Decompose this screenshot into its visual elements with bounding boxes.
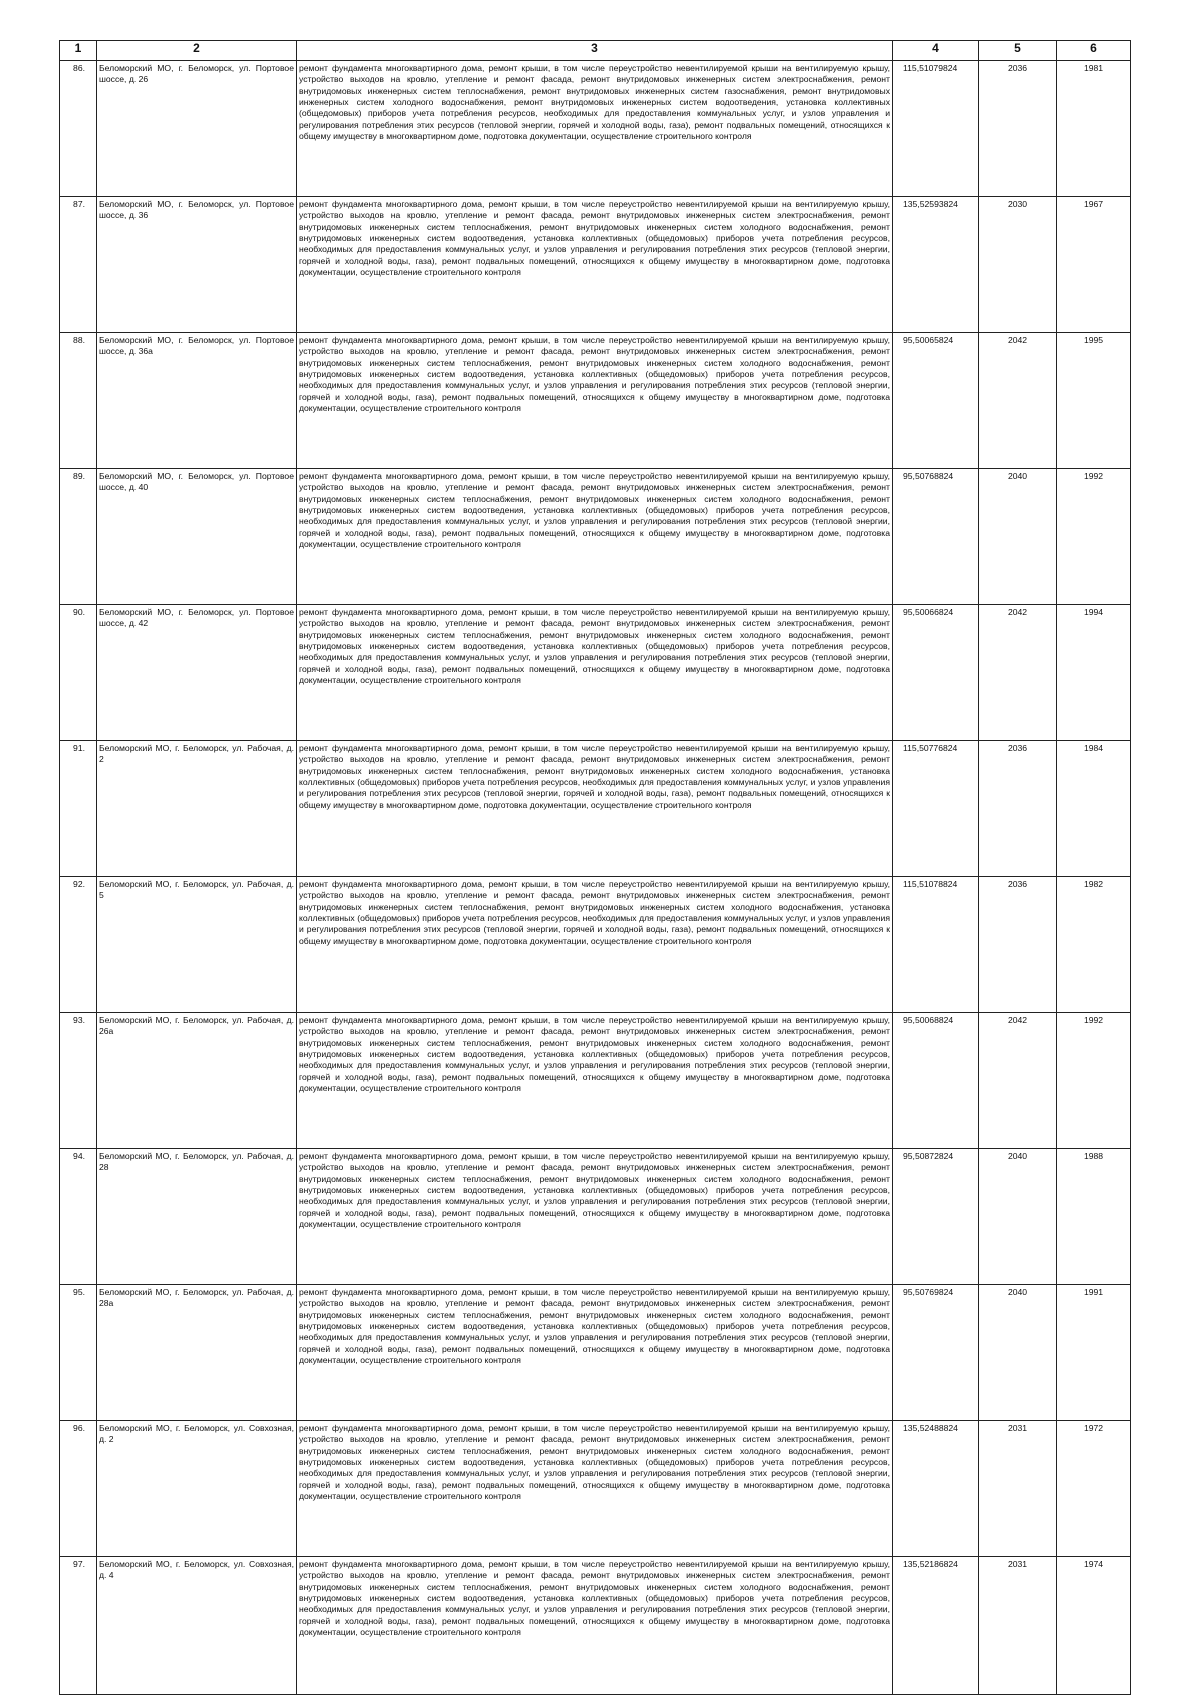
works-cell: ремонт фундамента многоквартирного дома, ремонт крыши, в том числе переустройство невентилируемой крыши на вентилируемую крышу, устройство выходов на кровлю, утепление и ремонт фасада, ремонт внутридомовых инженерных систем электроснабжения, ремонт внутридомовых инженерных систем теплоснабжения, ремонт внутридомовых инженерных систем холодного водоснабжения, ремонт внутридомовых инженерных систем водоотведения, установка коллективных (общедомовых) приборов учета потребления ресурсов, необходимых для предоставления коммунальных услуг, и узлов управления и регулирования потребления этих ресурсов (тепловой энергии, горячей и холодной воды, газа), ремонт подвальных помещений, относящихся к общему имуществу в многоквартирном доме, подготовка документации, осуществление строительного контроля: [297, 197, 893, 333]
row-number: 86.: [60, 61, 97, 197]
column-header-5: 5: [979, 41, 1057, 61]
row-number: 91.: [60, 741, 97, 877]
table-row: [60, 197, 1131, 333]
cost-cell: 135,52593824: [893, 197, 979, 333]
works-cell: ремонт фундамента многоквартирного дома, ремонт крыши, в том числе переустройство невентилируемой крыши на вентилируемую крышу, устройство выходов на кровлю, утепление и ремонт фасада, ремонт внутридомовых инженерных систем электроснабжения, ремонт внутридомовых инженерных систем теплоснабжения, ремонт внутридомовых инженерных систем холодного водоснабжения, ремонт внутридомовых инженерных систем водоотведения, установка коллективных (общедомовых) приборов учета потребления ресурсов, необходимых для предоставления коммунальных услуг, и узлов управления и регулирования потребления этих ресурсов (тепловой энергии, горячей и холодной воды, газа), ремонт подвальных помещений, относящихся к общему имуществу в многоквартирном доме, подготовка документации, осуществление строительного контроля: [297, 469, 893, 605]
planned-year-cell: 2031: [979, 1421, 1057, 1557]
header-row: [60, 41, 1131, 61]
build-year-cell: 1988: [1057, 1149, 1131, 1285]
cost-cell: 115,51078824: [893, 877, 979, 1013]
row-number: 92.: [60, 877, 97, 1013]
row-number: 89.: [60, 469, 97, 605]
table-row: [60, 1013, 1131, 1149]
cost-cell: 95,50768824: [893, 469, 979, 605]
works-cell: ремонт фундамента многоквартирного дома, ремонт крыши, в том числе переустройство невентилируемой крыши на вентилируемую крышу, устройство выходов на кровлю, утепление и ремонт фасада, ремонт внутридомовых инженерных систем электроснабжения, ремонт внутридомовых инженерных систем теплоснабжения, ремонт внутридомовых инженерных систем холодного водоснабжения, ремонт внутридомовых инженерных систем водоотведения, установка коллективных (общедомовых) приборов учета потребления ресурсов, необходимых для предоставления коммунальных услуг, и узлов управления и регулирования потребления этих ресурсов (тепловой энергии, горячей и холодной воды, газа), ремонт подвальных помещений, относящихся к общему имуществу в многоквартирном доме, подготовка документации, осуществление строительного контроля: [297, 1013, 893, 1149]
planned-year-cell: 2042: [979, 1013, 1057, 1149]
row-number: 87.: [60, 197, 97, 333]
planned-year-cell: 2040: [979, 1285, 1057, 1421]
row-number: 97.: [60, 1557, 97, 1695]
table-row: [60, 469, 1131, 605]
address-cell: Беломорский МО, г. Беломорск, ул. Рабочая, д. 28а: [97, 1285, 297, 1421]
cost-cell: 135,52488824: [893, 1421, 979, 1557]
address-cell: Беломорский МО, г. Беломорск, ул. Портовое шоссе, д. 26: [97, 61, 297, 197]
planned-year-cell: 2036: [979, 741, 1057, 877]
build-year-cell: 1974: [1057, 1557, 1131, 1695]
address-cell: Беломорский МО, г. Беломорск, ул. Портовое шоссе, д. 42: [97, 605, 297, 741]
cost-cell: 95,50068824: [893, 1013, 979, 1149]
build-year-cell: 1972: [1057, 1421, 1131, 1557]
repair-program-table: [59, 40, 1131, 1695]
address-cell: Беломорский МО, г. Беломорск, ул. Рабочая, д. 5: [97, 877, 297, 1013]
table-row: [60, 1149, 1131, 1285]
table-row: [60, 1421, 1131, 1557]
column-header-1: 1: [60, 41, 97, 61]
address-cell: Беломорский МО, г. Беломорск, ул. Рабочая, д. 26а: [97, 1013, 297, 1149]
planned-year-cell: 2036: [979, 61, 1057, 197]
row-number: 93.: [60, 1013, 97, 1149]
row-number: 95.: [60, 1285, 97, 1421]
cost-cell: 115,51079824: [893, 61, 979, 197]
column-header-4: 4: [893, 41, 979, 61]
cost-cell: 95,50065824: [893, 333, 979, 469]
cost-cell: 115,50776824: [893, 741, 979, 877]
planned-year-cell: 2040: [979, 469, 1057, 605]
build-year-cell: 1995: [1057, 333, 1131, 469]
works-cell: ремонт фундамента многоквартирного дома, ремонт крыши, в том числе переустройство невентилируемой крыши на вентилируемую крышу, устройство выходов на кровлю, утепление и ремонт фасада, ремонт внутридомовых инженерных систем электроснабжения, ремонт внутридомовых инженерных систем теплоснабжения, ремонт внутридомовых инженерных систем холодного водоснабжения, ремонт внутридомовых инженерных систем водоотведения, установка коллективных (общедомовых) приборов учета потребления ресурсов, необходимых для предоставления коммунальных услуг, и узлов управления и регулирования потребления этих ресурсов (тепловой энергии, горячей и холодной воды, газа), ремонт подвальных помещений, относящихся к общему имуществу в многоквартирном доме, подготовка документации, осуществление строительного контроля: [297, 333, 893, 469]
works-cell: ремонт фундамента многоквартирного дома, ремонт крыши, в том числе переустройство невентилируемой крыши на вентилируемую крышу, устройство выходов на кровлю, утепление и ремонт фасада, ремонт внутридомовых инженерных систем электроснабжения, ремонт внутридомовых инженерных систем теплоснабжения, ремонт внутридомовых инженерных систем холодного водоснабжения, ремонт внутридомовых инженерных систем водоотведения, установка коллективных (общедомовых) приборов учета потребления ресурсов, необходимых для предоставления коммунальных услуг, и узлов управления и регулирования потребления этих ресурсов (тепловой энергии, горячей и холодной воды, газа), ремонт подвальных помещений, относящихся к общему имуществу в многоквартирном доме, подготовка документации, осуществление строительного контроля: [297, 1285, 893, 1421]
cost-cell: 95,50066824: [893, 605, 979, 741]
address-cell: Беломорский МО, г. Беломорск, ул. Совхозная, д. 2: [97, 1421, 297, 1557]
planned-year-cell: 2030: [979, 197, 1057, 333]
planned-year-cell: 2036: [979, 877, 1057, 1013]
build-year-cell: 1994: [1057, 605, 1131, 741]
address-cell: Беломорский МО, г. Беломорск, ул. Совхозная, д. 4: [97, 1557, 297, 1695]
table-row: [60, 605, 1131, 741]
address-cell: Беломорский МО, г. Беломорск, ул. Портовое шоссе, д. 40: [97, 469, 297, 605]
works-cell: ремонт фундамента многоквартирного дома, ремонт крыши, в том числе переустройство невентилируемой крыши на вентилируемую крышу, устройство выходов на кровлю, утепление и ремонт фасада, ремонт внутридомовых инженерных систем электроснабжения, ремонт внутридомовых инженерных систем теплоснабжения, ремонт внутридомовых инженерных систем холодного водоснабжения, установка коллективных (общедомовых) приборов учета потребления ресурсов, необходимых для предоставления коммунальных услуг, и узлов управления и регулирования потребления этих ресурсов (тепловой энергии, горячей и холодной воды, газа), ремонт подвальных помещений, относящихся к общему имуществу в многоквартирном доме, подготовка документации, осуществление строительного контроля: [297, 741, 893, 877]
table-row: [60, 877, 1131, 1013]
column-header-6: 6: [1057, 41, 1131, 61]
row-number: 90.: [60, 605, 97, 741]
address-cell: Беломорский МО, г. Беломорск, ул. Рабочая, д. 28: [97, 1149, 297, 1285]
works-cell: ремонт фундамента многоквартирного дома, ремонт крыши, в том числе переустройство невентилируемой крыши на вентилируемую крышу, устройство выходов на кровлю, утепление и ремонт фасада, ремонт внутридомовых инженерных систем электроснабжения, ремонт внутридомовых инженерных систем теплоснабжения, ремонт внутридомовых инженерных систем газоснабжения, ремонт внутридомовых инженерных систем холодного водоснабжения, ремонт внутридомовых инженерных систем водоотведения, установка коллективных (общедомовых) приборов учета потребления ресурсов, необходимых для предоставления коммунальных услуг, и узлов управления и регулирования потребления этих ресурсов (тепловой энергии, горячей и холодной воды, газа), ремонт подвальных помещений, относящихся к общему имуществу в многоквартирном доме, подготовка документации, осуществление строительного контроля: [297, 61, 893, 197]
cost-cell: 95,50872824: [893, 1149, 979, 1285]
address-cell: Беломорский МО, г. Беломорск, ул. Портовое шоссе, д. 36: [97, 197, 297, 333]
cost-cell: 135,52186824: [893, 1557, 979, 1695]
build-year-cell: 1981: [1057, 61, 1131, 197]
planned-year-cell: 2042: [979, 333, 1057, 469]
build-year-cell: 1992: [1057, 1013, 1131, 1149]
table-row: [60, 1285, 1131, 1421]
build-year-cell: 1967: [1057, 197, 1131, 333]
build-year-cell: 1991: [1057, 1285, 1131, 1421]
works-cell: ремонт фундамента многоквартирного дома, ремонт крыши, в том числе переустройство невентилируемой крыши на вентилируемую крышу, устройство выходов на кровлю, утепление и ремонт фасада, ремонт внутридомовых инженерных систем электроснабжения, ремонт внутридомовых инженерных систем теплоснабжения, ремонт внутридомовых инженерных систем холодного водоснабжения, ремонт внутридомовых инженерных систем водоотведения, установка коллективных (общедомовых) приборов учета потребления ресурсов, необходимых для предоставления коммунальных услуг, и узлов управления и регулирования потребления этих ресурсов (тепловой энергии, горячей и холодной воды, газа), ремонт подвальных помещений, относящихся к общему имуществу в многоквартирном доме, подготовка документации, осуществление строительного контроля: [297, 1149, 893, 1285]
works-cell: ремонт фундамента многоквартирного дома, ремонт крыши, в том числе переустройство невентилируемой крыши на вентилируемую крышу, устройство выходов на кровлю, утепление и ремонт фасада, ремонт внутридомовых инженерных систем электроснабжения, ремонт внутридомовых инженерных систем теплоснабжения, ремонт внутридомовых инженерных систем холодного водоснабжения, ремонт внутридомовых инженерных систем водоотведения, установка коллективных (общедомовых) приборов учета потребления ресурсов, необходимых для предоставления коммунальных услуг, и узлов управления и регулирования потребления этих ресурсов (тепловой энергии, горячей и холодной воды, газа), ремонт подвальных помещений, относящихся к общему имуществу в многоквартирном доме, подготовка документации, осуществление строительного контроля: [297, 1421, 893, 1557]
build-year-cell: 1984: [1057, 741, 1131, 877]
table-row: [60, 741, 1131, 877]
row-number: 88.: [60, 333, 97, 469]
column-header-2: 2: [97, 41, 297, 61]
build-year-cell: 1992: [1057, 469, 1131, 605]
table-body: [60, 61, 1131, 1695]
address-cell: Беломорский МО, г. Беломорск, ул. Портовое шоссе, д. 36а: [97, 333, 297, 469]
cost-cell: 95,50769824: [893, 1285, 979, 1421]
planned-year-cell: 2042: [979, 605, 1057, 741]
table-row: [60, 1557, 1131, 1695]
works-cell: ремонт фундамента многоквартирного дома, ремонт крыши, в том числе переустройство невентилируемой крыши на вентилируемую крышу, устройство выходов на кровлю, утепление и ремонт фасада, ремонт внутридомовых инженерных систем электроснабжения, ремонт внутридомовых инженерных систем теплоснабжения, ремонт внутридомовых инженерных систем холодного водоснабжения, установка коллективных (общедомовых) приборов учета потребления ресурсов, необходимых для предоставления коммунальных услуг, и узлов управления и регулирования потребления этих ресурсов (тепловой энергии, горячей и холодной воды, газа), ремонт подвальных помещений, относящихся к общему имуществу в многоквартирном доме, подготовка документации, осуществление строительного контроля: [297, 877, 893, 1013]
works-cell: ремонт фундамента многоквартирного дома, ремонт крыши, в том числе переустройство невентилируемой крыши на вентилируемую крышу, устройство выходов на кровлю, утепление и ремонт фасада, ремонт внутридомовых инженерных систем электроснабжения, ремонт внутридомовых инженерных систем теплоснабжения, ремонт внутридомовых инженерных систем холодного водоснабжения, ремонт внутридомовых инженерных систем водоотведения, установка коллективных (общедомовых) приборов учета потребления ресурсов, необходимых для предоставления коммунальных услуг, и узлов управления и регулирования потребления этих ресурсов (тепловой энергии, горячей и холодной воды, газа), ремонт подвальных помещений, относящихся к общему имуществу в многоквартирном доме, подготовка документации, осуществление строительного контроля: [297, 1557, 893, 1695]
table-row: [60, 333, 1131, 469]
row-number: 94.: [60, 1149, 97, 1285]
build-year-cell: 1982: [1057, 877, 1131, 1013]
planned-year-cell: 2040: [979, 1149, 1057, 1285]
address-cell: Беломорский МО, г. Беломорск, ул. Рабочая, д. 2: [97, 741, 297, 877]
works-cell: ремонт фундамента многоквартирного дома, ремонт крыши, в том числе переустройство невентилируемой крыши на вентилируемую крышу, устройство выходов на кровлю, утепление и ремонт фасада, ремонт внутридомовых инженерных систем электроснабжения, ремонт внутридомовых инженерных систем теплоснабжения, ремонт внутридомовых инженерных систем холодного водоснабжения, ремонт внутридомовых инженерных систем водоотведения, установка коллективных (общедомовых) приборов учета потребления ресурсов, необходимых для предоставления коммунальных услуг, и узлов управления и регулирования потребления этих ресурсов (тепловой энергии, горячей и холодной воды, газа), ремонт подвальных помещений, относящихся к общему имуществу в многоквартирном доме, подготовка документации, осуществление строительного контроля: [297, 605, 893, 741]
planned-year-cell: 2031: [979, 1557, 1057, 1695]
document-page: [59, 40, 1130, 1695]
table-row: [60, 61, 1131, 197]
row-number: 96.: [60, 1421, 97, 1557]
column-header-3: 3: [297, 41, 893, 61]
